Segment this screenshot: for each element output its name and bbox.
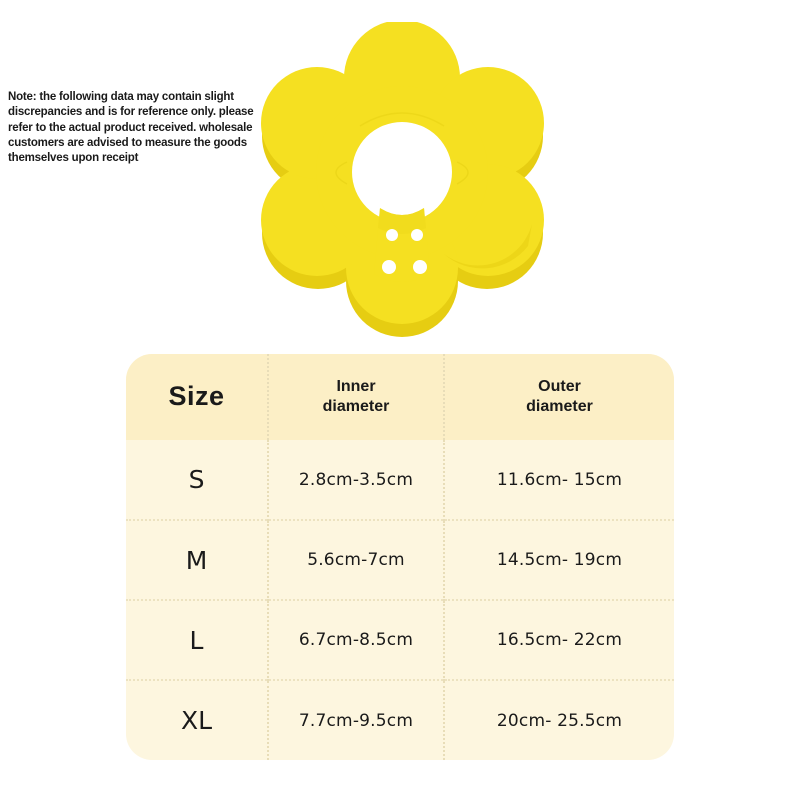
disclaimer-note: Note: the following data may contain slight discrepancies and is for reference only. please refer to the actual product received. wholesale customers are advised to measure the goods themselves upon receipt [8,91,254,165]
cell-inner-diameter: 5.6cm-7cm [268,520,444,600]
product-image [232,22,572,342]
table-header-row [126,354,674,440]
column-header-inner-diameter [268,354,444,440]
collar-inner-hole [352,122,452,222]
cell-outer-diameter: 20cm- 25.5cm [444,680,674,760]
cell-size: XL [126,680,268,760]
cell-size: M [126,520,268,600]
cell-size: L [126,600,268,680]
cell-inner-diameter: 2.8cm-3.5cm [268,440,444,520]
cell-inner-diameter: 6.7cm-8.5cm [268,600,444,680]
column-header-outer-line2: diameter [526,398,593,415]
cell-outer-diameter: 11.6cm- 15cm [496,469,623,490]
cell-outer-diameter: 14.5cm- 19cm [444,520,674,600]
table-row [126,520,674,600]
column-header-outer-diameter [444,354,674,440]
column-header-inner-line2: diameter [322,398,390,415]
cell-size: S [126,440,268,520]
flower-collar-graphic [261,22,544,337]
size-chart-panel [126,354,674,760]
column-header-size: Size [126,354,268,440]
cell-outer-diameter: 16.5cm- 22cm [444,600,674,680]
table-row [126,600,674,680]
column-header-inner-line1: Inner [336,378,376,395]
table-row [126,680,674,760]
table-row [126,440,674,520]
size-chart-table [126,354,674,760]
column-header-outer-line1: Outer [538,378,581,395]
cell-inner-diameter: 7.7cm-9.5cm [268,680,444,760]
